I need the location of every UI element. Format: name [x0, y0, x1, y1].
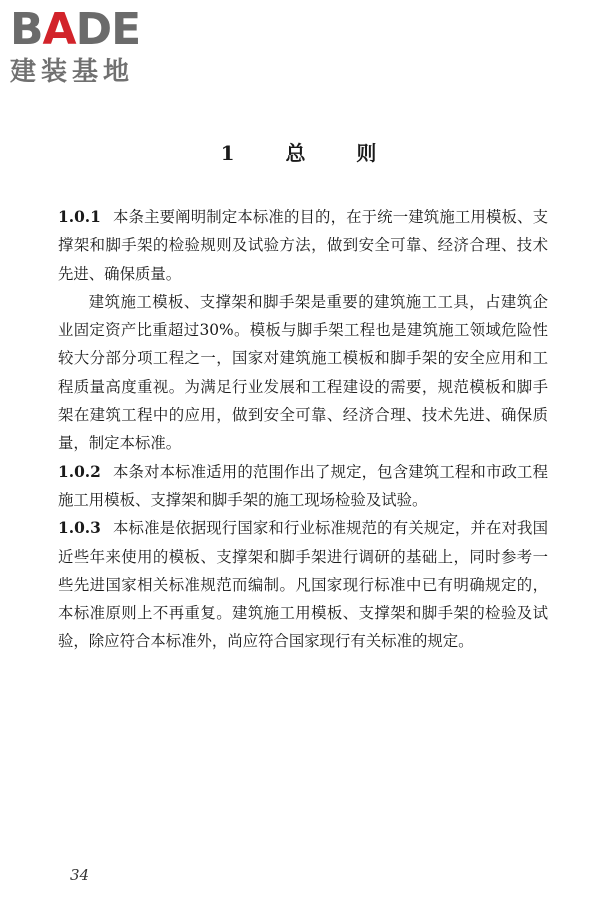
- chapter-title-char-1: 总: [285, 141, 309, 165]
- logo-letter-a-accent: A: [42, 4, 76, 55]
- paragraph-text: 建筑施工模板、支撑架和脚手架是重要的建筑施工工具，占建筑企业固定资产比重超过30%。模板与脚手架工程也是建筑施工领域危险性较大分部分项工程之一，国家对建筑施工模板和脚手架的安全应用和工程质量高度重视。为满足行业发展和工程建设的需要，规范模板和脚手架在建筑工程中的应用，做到安全可靠、经济合理、技术先进、确保质量，制定本标准。: [58, 292, 548, 453]
- chapter-number: 1: [220, 141, 238, 165]
- clause-number: 1.0.2: [58, 462, 101, 481]
- clause-1-0-1: [58, 203, 548, 288]
- logo-wordmark: [10, 4, 140, 56]
- clause-text: 本条主要阐明制定本标准的目的，在于统一建筑施工用模板、支撑架和脚手架的检验规则及试验方法，做到安全可靠、经济合理、技术先进、确保质量。: [58, 208, 548, 283]
- logo-letters-de: DE: [75, 4, 141, 55]
- clause-text: 本条对本标准适用的范围作出了规定，包含建筑工程和市政工程施工用模板、支撑架和脚手架的施工现场检验及试验。: [58, 462, 548, 509]
- logo-letter-b: B: [10, 4, 43, 55]
- chapter-title: [0, 137, 600, 166]
- clause-number: 1.0.3: [58, 519, 101, 538]
- clause-number: 1.0.1: [58, 208, 101, 226]
- brand-logo: [8, 4, 178, 90]
- clause-1-0-3: [58, 514, 548, 655]
- logo-subtitle: 建装基地: [10, 57, 135, 87]
- paragraph-background: [58, 288, 548, 458]
- clause-1-0-2: [58, 458, 548, 515]
- document-body: [58, 203, 548, 656]
- clause-text: 本标准是依据现行国家和行业标准规范的有关规定，并在对我国近些年来使用的模板、支撑架和脚手架进行调研的基础上，同时参考一些先进国家相关标准规范而编制。凡国家现行标准中已有明确规定的，本标准原则上不再重复。建筑施工用模板、支撑架和脚手架的检验及试验，除应符合本标准外，尚应符合国家现行有关标准的规定。: [58, 519, 548, 651]
- page-number: 34: [70, 866, 90, 884]
- chapter-title-char-2: 则: [356, 141, 380, 165]
